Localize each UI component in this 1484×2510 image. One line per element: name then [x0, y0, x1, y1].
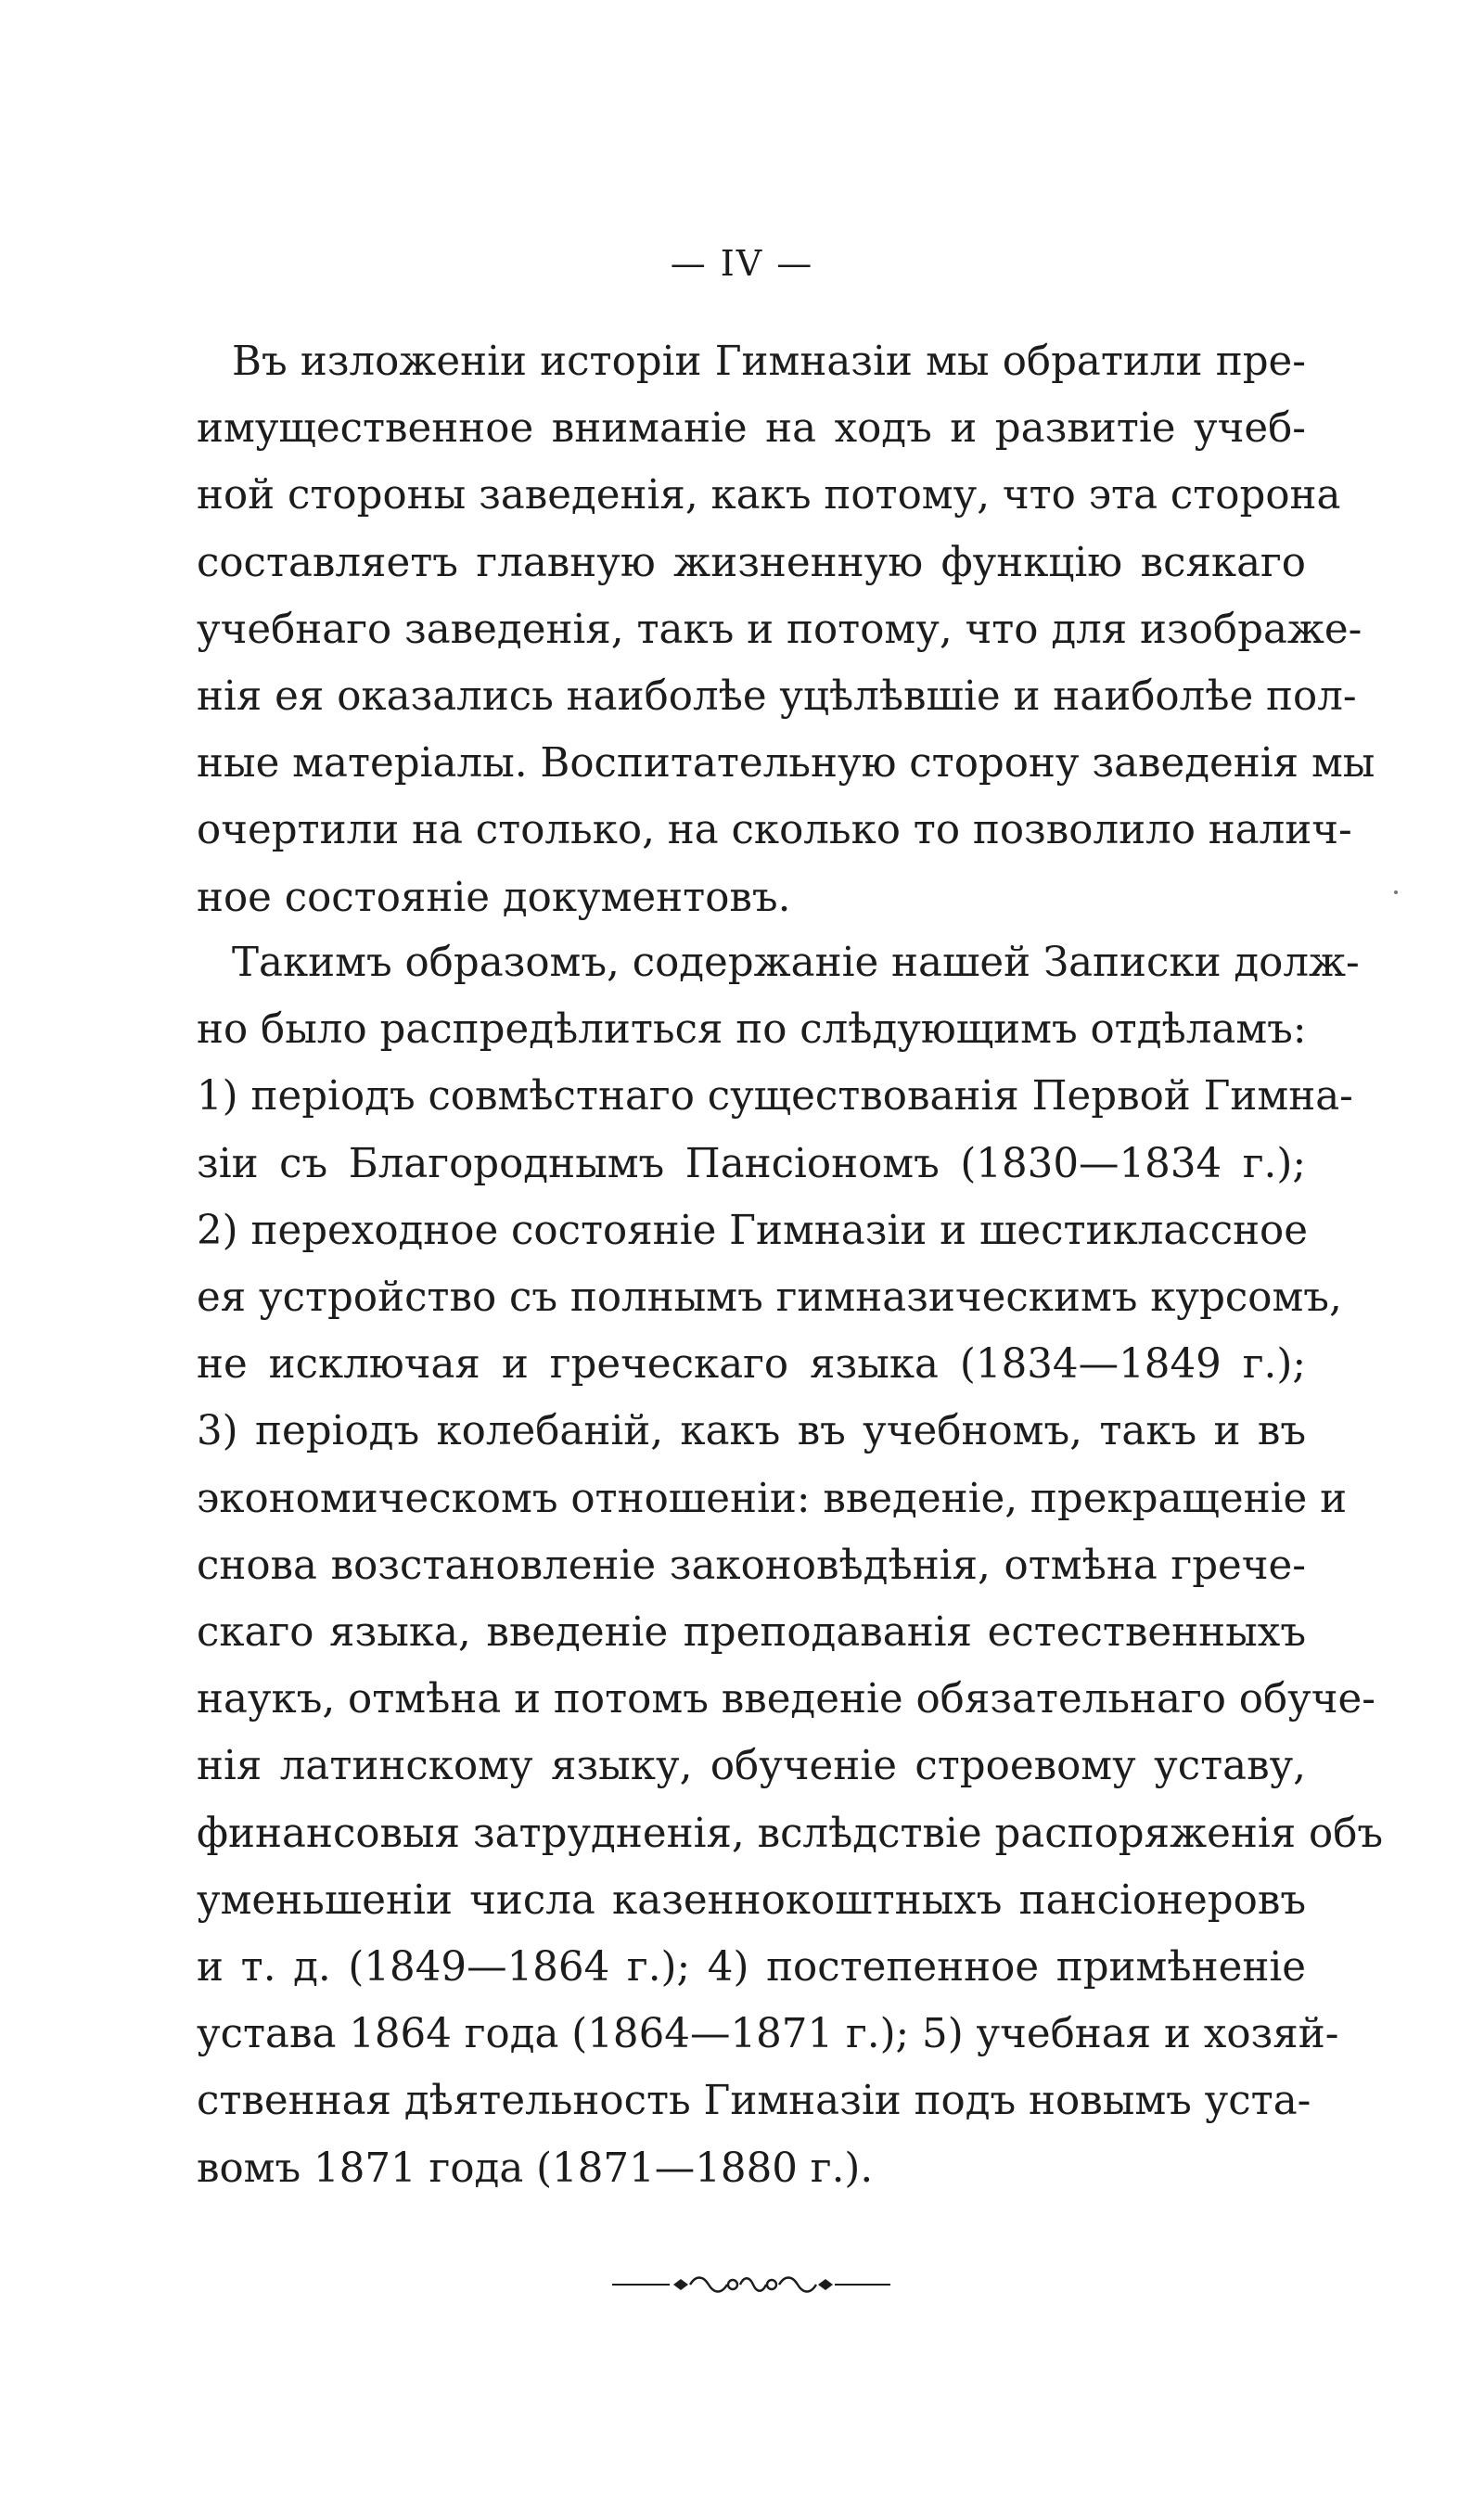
paragraph-line: не исключая и греческаго языка (1834—1849 г.);	[197, 1341, 1306, 1389]
paragraph-line: 3) періодъ колебаній, какъ въ учебномъ, такъ и въ	[197, 1408, 1306, 1455]
paragraph-line: 2) переходное состояніе Гимназіи и шестиклассное	[197, 1207, 1308, 1254]
paragraph-2	[197, 929, 1384, 2202]
paragraph-line: нія латинскому языку, обученіе строевому уставу,	[197, 1743, 1306, 1790]
paragraph-line: и т. д. (1849—1864 г.); 4) постепенное примѣненіе	[197, 1944, 1306, 1991]
paragraph-line: составляетъ главную жизненную функцію всякаго	[197, 539, 1306, 586]
paragraph-line: Въ изложеніи исторіи Гимназіи мы обратили пре-	[232, 339, 1306, 385]
paragraph-line: вомъ 1871 года (1871—1880 г.).	[197, 2145, 874, 2192]
paragraph-line: ной стороны заведенія, какъ потому, что эта сторона	[197, 472, 1341, 519]
paragraph-line: экономическомъ отношеніи: введеніе, прекращеніе и	[197, 1475, 1348, 1522]
page-number: — IV —	[670, 243, 814, 284]
paragraph-line: ея устройство съ полнымъ гимназическимъ курсомъ,	[197, 1274, 1342, 1322]
paragraph-line: но было распредѣлиться по слѣдующимъ отдѣламъ:	[197, 1006, 1307, 1054]
paragraph-line: ное состояніе документовъ.	[197, 874, 791, 921]
paragraph-line: ные матеріалы. Воспитательную сторону заведенія мы	[197, 740, 1375, 788]
paragraph-line: наукъ, отмѣна и потомъ введеніе обязательнаго обуче-	[197, 1676, 1375, 1723]
paragraph-line: очертили на столько, на сколько то позволило налич-	[197, 807, 1352, 854]
paragraph-line: скаго языка, введеніе преподаванія естественныхъ	[197, 1609, 1306, 1657]
paragraph-line: имущественное вниманіе на ходъ и развитіе учеб-	[197, 405, 1306, 453]
paragraph-1	[197, 328, 1375, 931]
paragraph-line: снова возстановленіе законовѣдѣнія, отмѣна грече-	[197, 1542, 1306, 1589]
ornament-divider-icon	[612, 2271, 890, 2299]
paragraph-line: зіи съ Благороднымъ Пансіономъ (1830—1834 г.);	[197, 1140, 1306, 1187]
paragraph-line: учебнаго заведенія, такъ и потому, что для изображе-	[197, 606, 1362, 653]
paragraph-line: финансовыя затрудненія, вслѣдствіе распоряженія объ	[197, 1810, 1384, 1857]
paragraph-line: ственная дѣятельность Гимназіи подъ новымъ уста-	[197, 2078, 1311, 2125]
paragraph-line: уменьшеніи числа казеннокоштныхъ пансіонеровъ	[197, 1876, 1306, 1924]
paragraph-line: нія ея оказались наиболѣе уцѣлѣвшіе и наиболѣе пол-	[197, 673, 1357, 721]
paragraph-line: Такимъ образомъ, содержаніе нашей Записки долж-	[232, 940, 1360, 986]
ink-speck	[1394, 890, 1398, 894]
paragraph-line: 1) періодъ совмѣстнаго существованія Первой Гимна-	[197, 1073, 1353, 1121]
paragraph-line: устава 1864 года (1864—1871 г.); 5) учебная и хозяй-	[197, 2011, 1339, 2058]
